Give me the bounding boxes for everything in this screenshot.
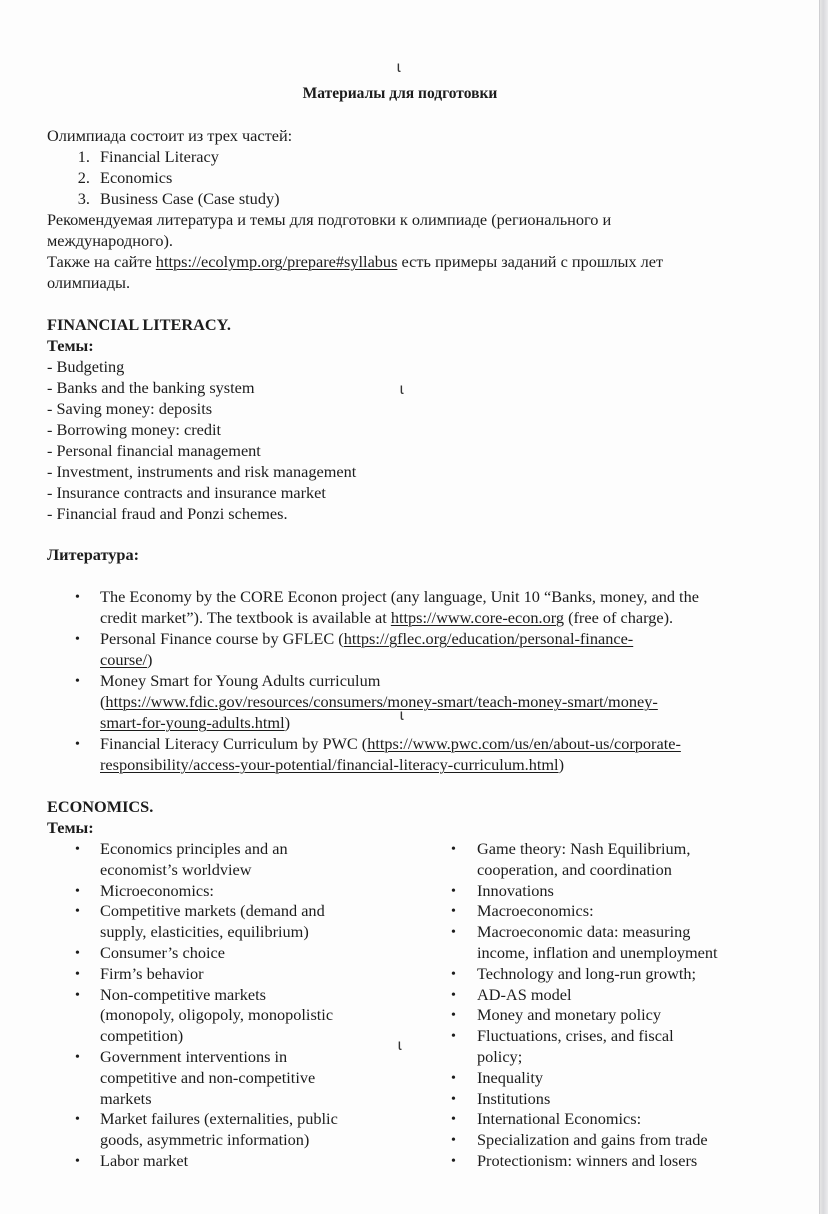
economics-topic-item: Institutions — [477, 1088, 551, 1108]
gflec-link[interactable]: https://gflec.org/education/personal-finance- — [343, 629, 634, 648]
bullet-icon: • — [451, 904, 456, 920]
topic-item: - Budgeting — [47, 357, 125, 376]
economics-topic-item: goods, asymmetric information) — [100, 1130, 310, 1150]
recommended-text: международного). — [47, 231, 173, 250]
economics-topic-item: economist’s worldview — [100, 859, 252, 879]
economics-topic-item: International Economics: — [477, 1109, 642, 1129]
bullet-icon: • — [75, 946, 80, 961]
gflec-link[interactable]: course/ — [100, 650, 148, 669]
stray-mark: ɩ — [398, 1037, 402, 1054]
pwc-link[interactable]: https://www.pwc.com/us/en/about-us/corporate- — [367, 734, 681, 753]
bullet-icon: • — [451, 925, 456, 941]
topic-item: - Investment, instruments and risk management — [47, 462, 357, 481]
part-item: 3. Business Case (Case study) — [77, 189, 280, 208]
topics-label: Темы: — [47, 818, 94, 837]
topic-item: - Insurance contracts and insurance market — [47, 483, 326, 502]
economics-topic-item: Technology and long-run growth; — [477, 963, 697, 983]
bullet-icon: • — [75, 966, 80, 982]
part-item: 1. Financial Literacy — [77, 147, 219, 166]
pwc-link[interactable]: responsibility/access-your-potential/financial-literacy-curriculum.html — [100, 755, 559, 774]
page-edge — [819, 0, 828, 1214]
topic-item: - Personal financial management — [47, 441, 261, 460]
recommended-text: Рекомендуемая литература и темы для подготовки к олимпиаде (регионального и — [47, 210, 612, 229]
page-title: Материалы для подготовки — [302, 85, 498, 102]
topics-label: Темы: — [47, 336, 94, 355]
topic-item: - Financial fraud and Ponzi schemes. — [47, 504, 288, 523]
bullet-icon: • — [75, 987, 80, 1003]
section-heading-economics: ECONOMICS. — [47, 797, 154, 816]
economics-topic-item: AD-AS model — [477, 984, 572, 1004]
bullet-icon: • — [451, 987, 456, 1003]
economics-topic-item: Game theory: Nash Equilibrium, — [477, 839, 691, 858]
part-item: 2. Economics — [77, 168, 173, 187]
core-econ-link[interactable]: https://www.core-econ.org — [390, 608, 565, 627]
bullet-icon: • — [451, 1070, 456, 1086]
bullet-icon: • — [451, 883, 456, 899]
bullet-icon: • — [451, 966, 456, 982]
economics-topic-item: Macroeconomics: — [477, 901, 594, 921]
stray-mark: ɩ — [400, 381, 404, 398]
literature-item: smart-for-young-adults.html) — [100, 713, 291, 732]
bullet-icon: • — [75, 590, 80, 605]
literature-item: credit market”). The textbook is available at https://www.core-econ.org (free of charge). — [100, 608, 674, 627]
fdic-link[interactable]: https://www.fdic.gov/resources/consumers/money-smart/teach-money-smart/money- — [105, 692, 658, 711]
economics-topic-item: Competitive markets (demand and — [100, 901, 325, 921]
literature-item: Financial Literacy Curriculum by PWC (https://www.pwc.com/us/en/about-us/corporate- — [100, 734, 681, 753]
syllabus-link[interactable]: https://ecolymp.org/prepare#syllabus — [155, 252, 398, 271]
stray-mark: ɩ — [400, 707, 404, 724]
economics-topic-item: Macroeconomic data: measuring — [477, 922, 691, 942]
economics-topic-item: Protectionism: winners and losers — [477, 1151, 698, 1170]
intro-text: Олимпиада состоит из трех частей: — [47, 126, 293, 145]
economics-topic-item: competition) — [100, 1026, 184, 1046]
bullet-icon: • — [451, 1133, 456, 1149]
bullet-icon: • — [75, 883, 80, 899]
bullet-icon: • — [451, 1112, 456, 1128]
bullet-icon: • — [75, 632, 80, 647]
literature-item: (https://www.fdic.gov/resources/consumers/money-smart/teach-money-smart/money- — [100, 692, 658, 711]
stray-mark: ɩ — [397, 59, 401, 76]
economics-topic-item: Fluctuations, crises, and fiscal — [477, 1026, 674, 1046]
economics-topic-item: Inequality — [477, 1067, 544, 1087]
economics-topic-item: Specialization and gains from trade — [477, 1130, 708, 1150]
economics-topic-item: (monopoly, oligopoly, monopolistic — [100, 1005, 334, 1025]
bullet-icon: • — [75, 674, 80, 689]
topic-item: - Saving money: deposits — [47, 399, 213, 418]
fdic-link[interactable]: smart-for-young-adults.html — [100, 713, 285, 732]
bullet-icon: • — [75, 842, 80, 857]
site-text: олимпиады. — [47, 273, 131, 292]
economics-topic-item: Microeconomics: — [100, 880, 214, 900]
economics-topic-item: supply, elasticities, equilibrium) — [100, 922, 309, 942]
literature-item: Personal Finance course by GFLEC (https://gflec.org/education/personal-finance- — [100, 629, 634, 648]
bullet-icon: • — [451, 1091, 456, 1107]
literature-item: responsibility/access-your-potential/financial-literacy-curriculum.html) — [100, 755, 564, 774]
economics-topic-item: Innovations — [477, 880, 554, 900]
economics-topic-item: cooperation, and coordination — [477, 859, 672, 879]
literature-item: Money Smart for Young Adults curriculum — [100, 671, 381, 690]
literature-item: The Economy by the CORE Econon project (any language, Unit 10 “Banks, money, and the — [100, 587, 699, 606]
economics-topic-item: markets — [100, 1088, 152, 1108]
economics-topic-item: Labor market — [100, 1151, 189, 1170]
economics-topic-item: Consumer’s choice — [100, 943, 225, 962]
economics-topic-item: competitive and non-competitive — [100, 1067, 316, 1087]
bullet-icon: • — [451, 842, 456, 857]
bullet-icon: • — [75, 1154, 80, 1169]
economics-topic-item: income, inflation and unemployment — [477, 943, 718, 962]
bullet-icon: • — [75, 1112, 80, 1128]
economics-topic-item: Government interventions in — [100, 1047, 288, 1066]
bullet-icon: • — [451, 1029, 456, 1045]
bullet-icon: • — [451, 1008, 456, 1024]
economics-topic-item: Money and monetary policy — [477, 1005, 662, 1025]
bullet-icon: • — [75, 1050, 80, 1065]
economics-topic-item: Economics principles and an — [100, 839, 288, 858]
bullet-icon: • — [75, 904, 80, 920]
economics-topic-item: Non-competitive markets — [100, 984, 266, 1004]
topic-item: - Banks and the banking system — [47, 378, 255, 397]
topic-item: - Borrowing money: credit — [47, 420, 222, 439]
literature-label: Литература: — [47, 545, 140, 564]
section-heading-financial-literacy: FINANCIAL LITERACY. — [47, 315, 231, 334]
economics-topic-item: Firm’s behavior — [100, 963, 204, 983]
bullet-icon: • — [451, 1154, 456, 1169]
bullet-icon: • — [75, 737, 80, 752]
economics-topic-item: Market failures (externalities, public — [100, 1109, 338, 1129]
economics-topic-item: policy; — [477, 1047, 523, 1066]
literature-item: course/) — [100, 650, 153, 669]
site-text: Также на сайте https://ecolymp.org/prepare#syllabus есть примеры заданий с прошлых лет — [47, 252, 664, 271]
